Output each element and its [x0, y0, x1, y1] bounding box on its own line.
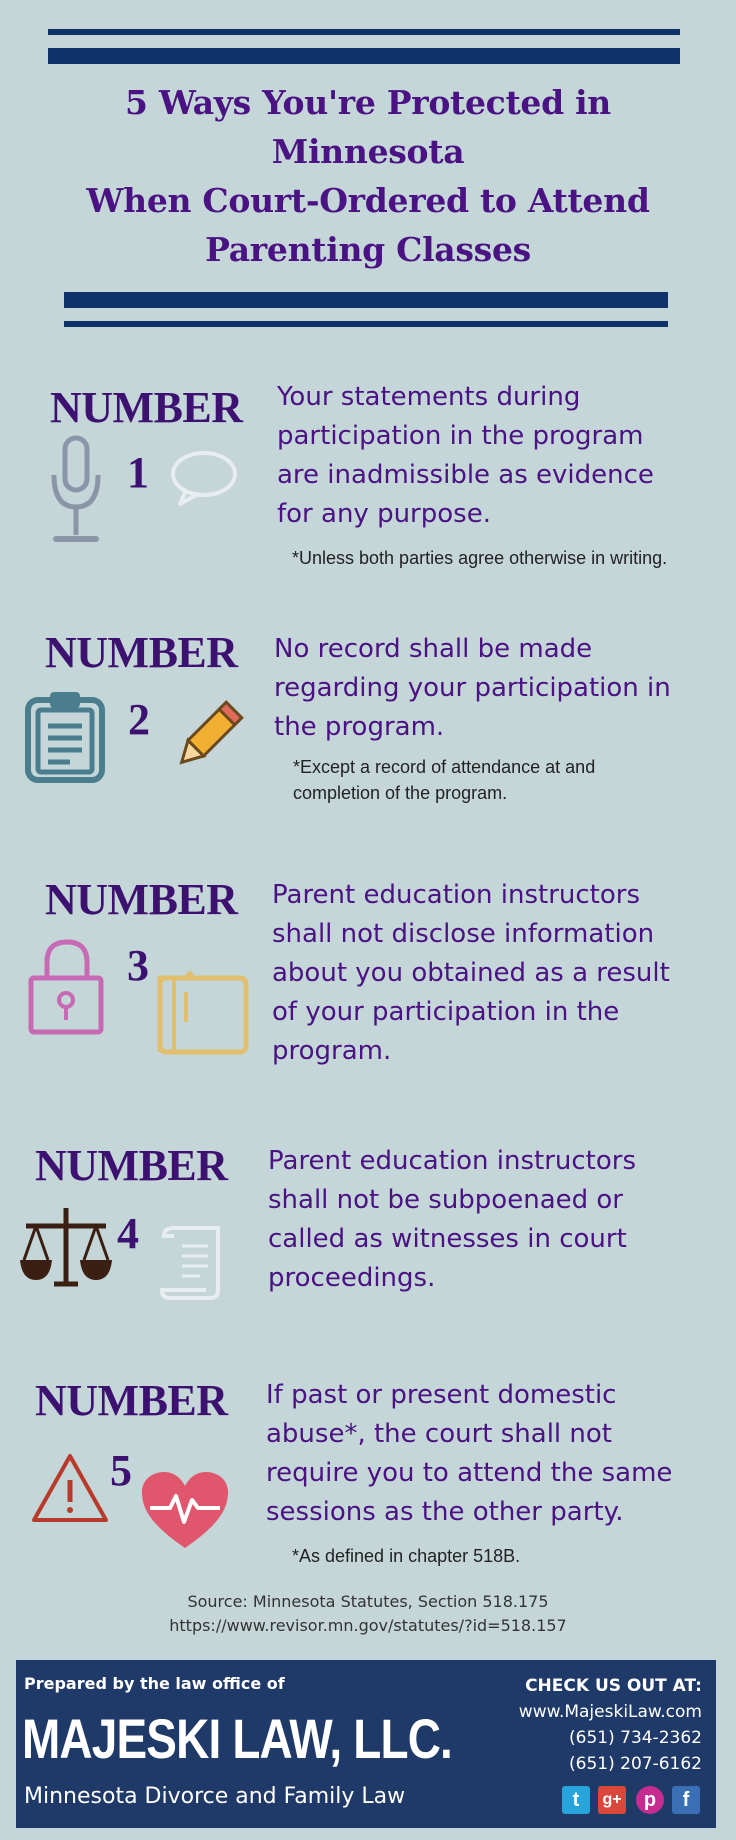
scales-of-justice-icon: [20, 1206, 112, 1288]
number-label-2: NUMBER: [45, 628, 238, 677]
microphone-icon: [48, 435, 108, 547]
prepared-by-text: Prepared by the law office of: [24, 1674, 285, 1693]
warning-icon: [30, 1452, 110, 1524]
number-label-5: NUMBER: [35, 1376, 228, 1425]
page-title: [20, 78, 716, 274]
google-plus-icon[interactable]: g+: [598, 1786, 626, 1814]
item-5-note: *As defined in chapter 518B.: [292, 1546, 521, 1566]
title-line-3: When Court-Ordered to Attend: [86, 181, 650, 220]
source-url[interactable]: https://www.revisor.mn.gov/statutes/?id=518.157: [169, 1616, 567, 1635]
header-bar-bottom-thin: [64, 321, 668, 327]
brand-name: MAJESKI LAW, LLC.: [22, 1707, 452, 1770]
title-line-2: Minnesota: [271, 132, 465, 171]
source-line: Source: Minnesota Statutes, Section 518.175: [187, 1592, 549, 1611]
folder-icon: [156, 970, 251, 1056]
check-us-out-label: CHECK US OUT AT:: [525, 1676, 702, 1696]
number-digit-2: 2: [128, 695, 150, 744]
phone-number-2[interactable]: (651) 207-6162: [569, 1754, 702, 1774]
header-bar-top-thick: [48, 48, 680, 64]
number-digit-1: 1: [127, 448, 149, 497]
pinterest-icon[interactable]: p: [636, 1786, 664, 1814]
item-3-statement: Parent education instructors shall not disclose information about you obtained as a result of your participation in the program.: [272, 880, 670, 1066]
number-label-1: NUMBER: [50, 383, 243, 432]
speech-bubble-icon: [170, 450, 238, 508]
scroll-icon: [160, 1222, 228, 1300]
title-line-4: Parenting Classes: [205, 230, 531, 269]
number-label-3: NUMBER: [45, 875, 238, 924]
pencil-icon: [172, 706, 238, 772]
item-1-note: *Unless both parties agree otherwise in writing.: [292, 548, 668, 568]
header-bar-top-thin: [48, 29, 680, 35]
phone-number-1[interactable]: (651) 734-2362: [569, 1728, 702, 1748]
title-line-1: 5 Ways You're Protected in: [124, 83, 611, 122]
footer-banner: [16, 1660, 716, 1828]
item-5-statement: If past or present domestic abuse*, the court shall not require you to attend the same sessions as the other party.: [266, 1380, 673, 1527]
twitter-icon[interactable]: t: [562, 1786, 590, 1814]
source-citation: [0, 1590, 736, 1638]
brand-tagline: Minnesota Divorce and Family Law: [24, 1784, 406, 1809]
item-4-statement: Parent education instructors shall not be subpoenaed or called as witnesses in court proceedings.: [268, 1146, 637, 1293]
website-link[interactable]: www.MajeskiLaw.com: [518, 1702, 702, 1722]
number-digit-3: 3: [127, 941, 149, 990]
facebook-icon[interactable]: f: [672, 1786, 700, 1814]
item-1-statement: Your statements during participation in the program are inadmissible as evidence for any purpose.: [277, 382, 654, 529]
number-digit-4: 4: [117, 1209, 139, 1258]
number-label-4: NUMBER: [35, 1141, 228, 1190]
clipboard-icon: [24, 688, 108, 784]
item-2-statement: No record shall be made regarding your participation in the program.: [274, 634, 671, 742]
header-bar-bottom-thick: [64, 292, 668, 308]
number-digit-5: 5: [110, 1446, 132, 1495]
item-2-note: *Except a record of attendance at and completion of the program.: [293, 757, 596, 803]
heartbeat-icon: [140, 1470, 230, 1550]
lock-icon: [27, 938, 107, 1036]
